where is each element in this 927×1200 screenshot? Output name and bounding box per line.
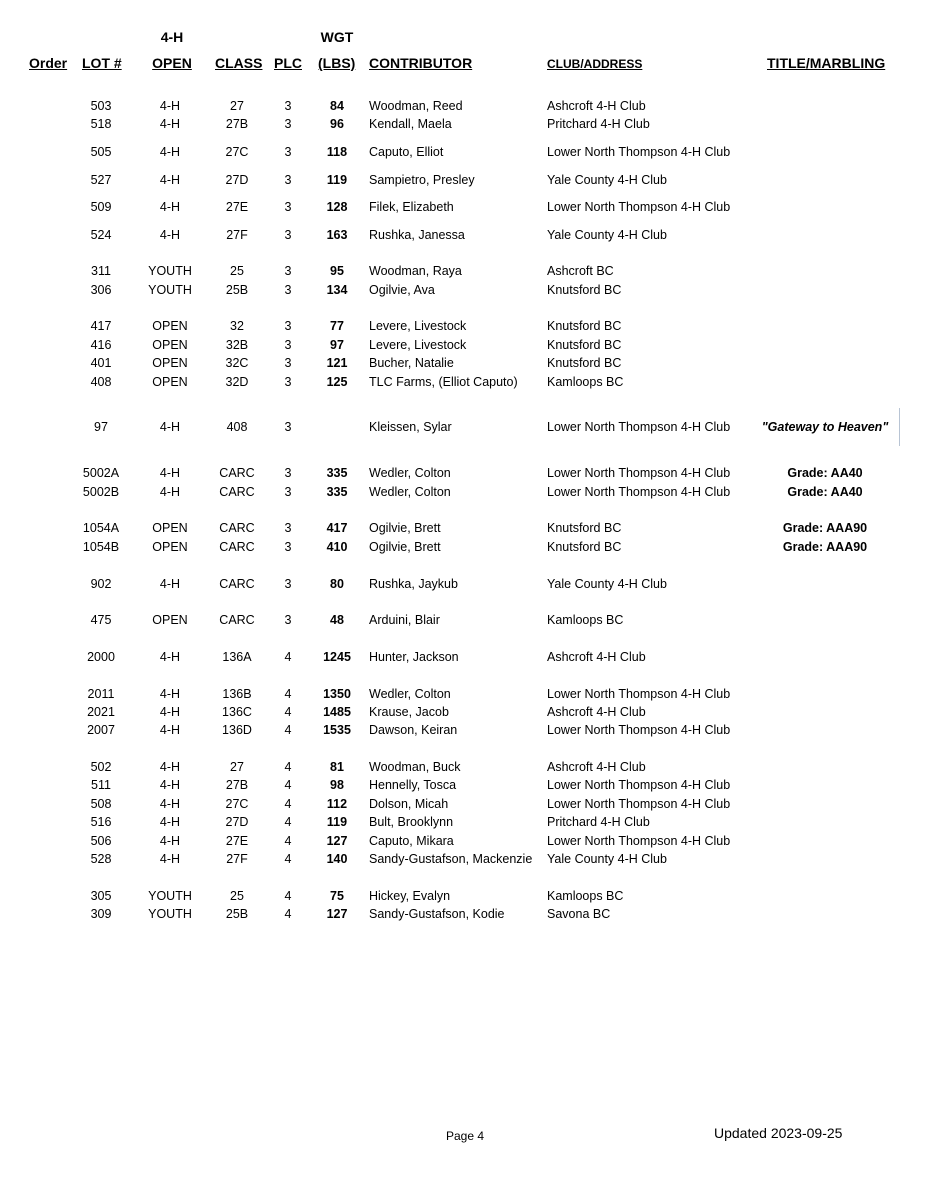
- category-cell: 4-H: [159, 420, 181, 434]
- class-cell: 27C: [225, 797, 249, 811]
- class-cell: 27D: [225, 815, 249, 829]
- weight-cell: 1350: [323, 687, 351, 701]
- title-marbling-cell: "Gateway to Heaven": [761, 420, 889, 434]
- weight-cell: 140: [326, 852, 348, 866]
- category-cell: YOUTH: [148, 283, 192, 297]
- lot-number-cell: 516: [90, 815, 112, 829]
- table-row: [0, 115, 927, 133]
- weight-cell: 97: [330, 338, 344, 352]
- placing-cell: 3: [284, 613, 292, 627]
- category-cell: 4-H: [159, 650, 181, 664]
- class-cell: 27B: [225, 778, 249, 792]
- table-row: [0, 832, 927, 850]
- class-cell: 32C: [225, 356, 249, 370]
- club-address-cell: Yale County 4-H Club: [547, 577, 667, 591]
- title-marbling-cell: Grade: AA40: [787, 485, 863, 499]
- placing-cell: 3: [284, 485, 292, 499]
- weight-cell: 1245: [323, 650, 351, 664]
- lot-number-cell: 2011: [87, 687, 115, 701]
- contributor-cell: Levere, Livestock: [369, 338, 467, 352]
- club-address-cell: Lower North Thompson 4-H Club: [547, 466, 731, 480]
- contributor-cell: Filek, Elizabeth: [369, 200, 454, 214]
- weight-cell: 80: [330, 577, 344, 591]
- club-address-cell: Lower North Thompson 4-H Club: [547, 200, 731, 214]
- lot-number-cell: 2000: [87, 650, 115, 664]
- placing-cell: 3: [284, 228, 292, 242]
- title-marbling-cell: Grade: AA40: [787, 466, 863, 480]
- club-address-cell: Ashcroft 4-H Club: [547, 705, 646, 719]
- table-row: [0, 483, 927, 501]
- class-cell: CARC: [219, 577, 255, 591]
- contributor-cell: Hennelly, Tosca: [369, 778, 457, 792]
- weight-cell: 98: [330, 778, 344, 792]
- table-row: [0, 611, 927, 629]
- club-address-cell: Knutsford BC: [547, 540, 622, 554]
- lot-number-cell: 2021: [87, 705, 115, 719]
- plc-header: PLC: [274, 55, 302, 71]
- contributor-cell: Ogilvie, Brett: [369, 521, 441, 535]
- table-row: [0, 795, 927, 813]
- weight-cell: 75: [330, 889, 344, 903]
- contributor-cell: Wedler, Colton: [369, 485, 451, 499]
- category-cell: 4-H: [159, 834, 181, 848]
- lot-number-cell: 518: [90, 117, 112, 131]
- category-cell: YOUTH: [148, 889, 192, 903]
- weight-cell: 410: [326, 540, 348, 554]
- club-header: CLUB/ADDRESS: [547, 57, 643, 71]
- divider: [899, 408, 900, 446]
- lot-number-cell: 417: [90, 319, 112, 333]
- updated-date: Updated 2023-09-25: [714, 1125, 843, 1141]
- table-row: [0, 143, 927, 161]
- contributor-cell: Caputo, Mikara: [369, 834, 454, 848]
- category-cell: 4-H: [159, 466, 181, 480]
- class-cell: 27B: [225, 117, 249, 131]
- weight-cell: 81: [330, 760, 344, 774]
- club-address-cell: Kamloops BC: [547, 375, 624, 389]
- club-address-cell: Pritchard 4-H Club: [547, 117, 650, 131]
- category-cell: 4-H: [159, 173, 181, 187]
- club-address-cell: Yale County 4-H Club: [547, 852, 667, 866]
- lot-number-cell: 1054A: [82, 521, 120, 535]
- contributor-cell: Hunter, Jackson: [369, 650, 459, 664]
- contributor-cell: Wedler, Colton: [369, 687, 451, 701]
- weight-cell: 118: [326, 145, 348, 159]
- table-row: [0, 464, 927, 482]
- category-cell: 4-H: [159, 778, 181, 792]
- placing-cell: 4: [284, 797, 292, 811]
- table-row: [0, 648, 927, 666]
- table-row: [0, 171, 927, 189]
- placing-cell: 3: [284, 356, 292, 370]
- title-marbling-cell: Grade: AAA90: [782, 540, 868, 554]
- table-row: [0, 538, 927, 556]
- category-cell: 4-H: [159, 117, 181, 131]
- contributor-cell: Dolson, Micah: [369, 797, 449, 811]
- weight-cell: 127: [326, 907, 348, 921]
- placing-cell: 3: [284, 283, 292, 297]
- club-address-cell: Savona BC: [547, 907, 611, 921]
- lot-number-cell: 524: [90, 228, 112, 242]
- category-cell: 4-H: [159, 200, 181, 214]
- club-address-cell: Knutsford BC: [547, 319, 622, 333]
- lot-number-cell: 416: [90, 338, 112, 352]
- table-row: [0, 317, 927, 335]
- club-address-cell: Yale County 4-H Club: [547, 228, 667, 242]
- contributor-cell: Hickey, Evalyn: [369, 889, 451, 903]
- wgt-header-top: WGT: [320, 29, 354, 45]
- contributor-cell: Sandy-Gustafson, Mackenzie: [369, 852, 533, 866]
- lot-number-cell: 311: [91, 264, 111, 278]
- contributor-cell: Woodman, Raya: [369, 264, 462, 278]
- contributor-cell: Woodman, Buck: [369, 760, 461, 774]
- class-cell: 27D: [225, 173, 249, 187]
- class-cell: 27E: [225, 834, 249, 848]
- placing-cell: 3: [284, 200, 292, 214]
- club-address-cell: Ashcroft 4-H Club: [547, 99, 646, 113]
- class-cell: 25B: [225, 907, 249, 921]
- club-address-cell: Lower North Thompson 4-H Club: [547, 723, 731, 737]
- wgt-header: (LBS): [318, 55, 356, 71]
- lot-number-cell: 97: [94, 420, 108, 434]
- contributor-cell: Levere, Livestock: [369, 319, 467, 333]
- lot-number-cell: 505: [90, 145, 112, 159]
- lot-number-cell: 511: [91, 778, 111, 792]
- category-cell: OPEN: [152, 521, 188, 535]
- lot-header: LOT #: [82, 55, 122, 71]
- table-row: [0, 354, 927, 372]
- placing-cell: 3: [284, 117, 292, 131]
- lot-number-cell: 527: [90, 173, 112, 187]
- class-cell: 32B: [225, 338, 249, 352]
- lot-number-cell: 1054B: [82, 540, 120, 554]
- club-address-cell: Ashcroft 4-H Club: [547, 650, 646, 664]
- class-cell: CARC: [219, 540, 255, 554]
- placing-cell: 4: [284, 723, 292, 737]
- class-cell: 27E: [225, 200, 249, 214]
- category-cell: 4-H: [159, 577, 181, 591]
- weight-cell: 134: [326, 283, 348, 297]
- contributor-cell: Kendall, Maela: [369, 117, 452, 131]
- contributor-cell: Bult, Brooklynn: [369, 815, 454, 829]
- club-address-cell: Ashcroft BC: [547, 264, 614, 278]
- table-row: [0, 703, 927, 721]
- contributor-cell: Dawson, Keiran: [369, 723, 458, 737]
- placing-cell: 3: [284, 375, 292, 389]
- club-address-cell: Knutsford BC: [547, 338, 622, 352]
- class-cell: CARC: [219, 485, 255, 499]
- placing-cell: 4: [284, 778, 292, 792]
- class-cell: 136B: [222, 687, 252, 701]
- class-cell: 136D: [222, 723, 252, 737]
- class-cell: 136C: [222, 705, 252, 719]
- placing-cell: 3: [284, 466, 292, 480]
- contributor-cell: Arduini, Blair: [369, 613, 440, 627]
- table-row: [0, 721, 927, 739]
- category-cell: 4-H: [159, 687, 181, 701]
- category-cell: 4-H: [159, 228, 181, 242]
- placing-cell: 4: [284, 687, 292, 701]
- lot-number-cell: 306: [90, 283, 112, 297]
- contributor-header: CONTRIBUTOR: [369, 55, 473, 71]
- placing-cell: 3: [284, 264, 292, 278]
- contributor-cell: Ogilvie, Ava: [369, 283, 435, 297]
- placing-cell: 3: [284, 338, 292, 352]
- contributor-cell: Caputo, Elliot: [369, 145, 444, 159]
- table-row: [0, 198, 927, 216]
- weight-cell: 417: [326, 521, 348, 535]
- contributor-cell: Sampietro, Presley: [369, 173, 475, 187]
- open-header-top: 4-H: [160, 29, 184, 45]
- lot-number-cell: 508: [90, 797, 112, 811]
- placing-cell: 4: [284, 834, 292, 848]
- weight-cell: 95: [330, 264, 344, 278]
- table-row: [0, 758, 927, 776]
- table-row: [0, 336, 927, 354]
- class-cell: 27F: [226, 228, 248, 242]
- lot-number-cell: 475: [90, 613, 112, 627]
- class-cell: 25B: [225, 283, 249, 297]
- table-row: [0, 262, 927, 280]
- placing-cell: 3: [284, 99, 292, 113]
- contributor-cell: Wedler, Colton: [369, 466, 451, 480]
- contributor-cell: Rushka, Jaykub: [369, 577, 458, 591]
- placing-cell: 3: [284, 145, 292, 159]
- table-row: [0, 281, 927, 299]
- category-cell: 4-H: [159, 797, 181, 811]
- placing-cell: 3: [284, 173, 292, 187]
- placing-cell: 4: [284, 705, 292, 719]
- class-header: CLASS: [215, 55, 263, 71]
- title-marbling-cell: Grade: AAA90: [782, 521, 868, 535]
- category-cell: OPEN: [152, 375, 188, 389]
- category-cell: OPEN: [152, 338, 188, 352]
- class-cell: 136A: [222, 650, 252, 664]
- placing-cell: 4: [284, 815, 292, 829]
- placing-cell: 3: [284, 319, 292, 333]
- class-cell: CARC: [219, 613, 255, 627]
- table-row: [0, 97, 927, 115]
- table-row: [0, 887, 927, 905]
- class-cell: CARC: [219, 521, 255, 535]
- weight-cell: 1485: [323, 705, 351, 719]
- class-cell: 27C: [225, 145, 249, 159]
- table-row: [0, 373, 927, 391]
- club-address-cell: Lower North Thompson 4-H Club: [547, 797, 731, 811]
- table-row: [0, 575, 927, 593]
- lot-number-cell: 2007: [87, 723, 115, 737]
- title-header: TITLE/MARBLING: [767, 55, 886, 71]
- contributor-cell: Ogilvie, Brett: [369, 540, 441, 554]
- lot-number-cell: 502: [90, 760, 112, 774]
- weight-cell: 128: [326, 200, 348, 214]
- weight-cell: 127: [326, 834, 348, 848]
- table-row: [0, 905, 927, 923]
- category-cell: 4-H: [159, 760, 181, 774]
- table-row: [0, 226, 927, 244]
- weight-cell: 77: [330, 319, 344, 333]
- table-row: [0, 813, 927, 831]
- class-cell: 25: [230, 889, 244, 903]
- placing-cell: 3: [284, 420, 292, 434]
- placing-cell: 4: [284, 852, 292, 866]
- weight-cell: 119: [326, 173, 348, 187]
- class-cell: 27F: [226, 852, 248, 866]
- club-address-cell: Lower North Thompson 4-H Club: [547, 145, 731, 159]
- weight-cell: 96: [330, 117, 344, 131]
- lot-number-cell: 902: [90, 577, 112, 591]
- contributor-cell: TLC Farms, (Elliot Caputo): [369, 375, 518, 389]
- club-address-cell: Lower North Thompson 4-H Club: [547, 687, 731, 701]
- contributor-cell: Kleissen, Sylar: [369, 420, 452, 434]
- category-cell: OPEN: [152, 319, 188, 333]
- category-cell: YOUTH: [148, 264, 192, 278]
- category-cell: 4-H: [159, 99, 181, 113]
- class-cell: 408: [226, 420, 248, 434]
- category-cell: 4-H: [159, 145, 181, 159]
- weight-cell: 48: [330, 613, 344, 627]
- club-address-cell: Lower North Thompson 4-H Club: [547, 485, 731, 499]
- lot-number-cell: 5002B: [82, 485, 120, 499]
- category-cell: 4-H: [159, 723, 181, 737]
- category-cell: OPEN: [152, 540, 188, 554]
- weight-cell: 84: [330, 99, 344, 113]
- placing-cell: 4: [284, 650, 292, 664]
- lot-number-cell: 5002A: [82, 466, 120, 480]
- category-cell: 4-H: [159, 852, 181, 866]
- lot-number-cell: 408: [90, 375, 112, 389]
- contributor-cell: Woodman, Reed: [369, 99, 463, 113]
- category-cell: 4-H: [159, 705, 181, 719]
- lot-number-cell: 305: [90, 889, 112, 903]
- club-address-cell: Knutsford BC: [547, 521, 622, 535]
- contributor-cell: Krause, Jacob: [369, 705, 449, 719]
- contributor-cell: Sandy-Gustafson, Kodie: [369, 907, 505, 921]
- class-cell: CARC: [219, 466, 255, 480]
- placing-cell: 4: [284, 907, 292, 921]
- placing-cell: 3: [284, 577, 292, 591]
- category-cell: YOUTH: [148, 907, 192, 921]
- placing-cell: 3: [284, 521, 292, 535]
- lot-number-cell: 401: [90, 356, 112, 370]
- club-address-cell: Knutsford BC: [547, 283, 622, 297]
- club-address-cell: Lower North Thompson 4-H Club: [547, 420, 731, 434]
- open-header: OPEN: [152, 55, 192, 71]
- club-address-cell: Ashcroft 4-H Club: [547, 760, 646, 774]
- page-number: Page 4: [446, 1129, 485, 1143]
- club-address-cell: Yale County 4-H Club: [547, 173, 667, 187]
- class-cell: 32: [230, 319, 244, 333]
- weight-cell: 335: [326, 466, 348, 480]
- category-cell: 4-H: [159, 485, 181, 499]
- category-cell: OPEN: [152, 356, 188, 370]
- contributor-cell: Bucher, Natalie: [369, 356, 454, 370]
- weight-cell: 1535: [323, 723, 351, 737]
- weight-cell: 121: [326, 356, 348, 370]
- table-row: [0, 776, 927, 794]
- lot-number-cell: 506: [90, 834, 112, 848]
- lot-number-cell: 503: [90, 99, 112, 113]
- club-address-cell: Knutsford BC: [547, 356, 622, 370]
- table-row: [0, 519, 927, 537]
- table-row: [0, 850, 927, 868]
- club-address-cell: Lower North Thompson 4-H Club: [547, 834, 731, 848]
- club-address-cell: Kamloops BC: [547, 613, 624, 627]
- club-address-cell: Kamloops BC: [547, 889, 624, 903]
- placing-cell: 4: [284, 889, 292, 903]
- class-cell: 32D: [225, 375, 249, 389]
- table-row: [0, 418, 927, 436]
- weight-cell: 119: [326, 815, 348, 829]
- weight-cell: 125: [326, 375, 348, 389]
- club-address-cell: Pritchard 4-H Club: [547, 815, 650, 829]
- weight-cell: 112: [326, 797, 348, 811]
- class-cell: 25: [230, 264, 244, 278]
- class-cell: 27: [230, 99, 244, 113]
- table-row: [0, 685, 927, 703]
- weight-cell: 163: [326, 228, 348, 242]
- placing-cell: 3: [284, 540, 292, 554]
- category-cell: 4-H: [159, 815, 181, 829]
- class-cell: 27: [230, 760, 244, 774]
- weight-cell: 335: [326, 485, 348, 499]
- lot-number-cell: 528: [90, 852, 112, 866]
- club-address-cell: Lower North Thompson 4-H Club: [547, 778, 731, 792]
- placing-cell: 4: [284, 760, 292, 774]
- lot-number-cell: 309: [90, 907, 112, 921]
- contributor-cell: Rushka, Janessa: [369, 228, 465, 242]
- category-cell: OPEN: [152, 613, 188, 627]
- lot-number-cell: 509: [90, 200, 112, 214]
- order-header: Order: [29, 55, 68, 71]
